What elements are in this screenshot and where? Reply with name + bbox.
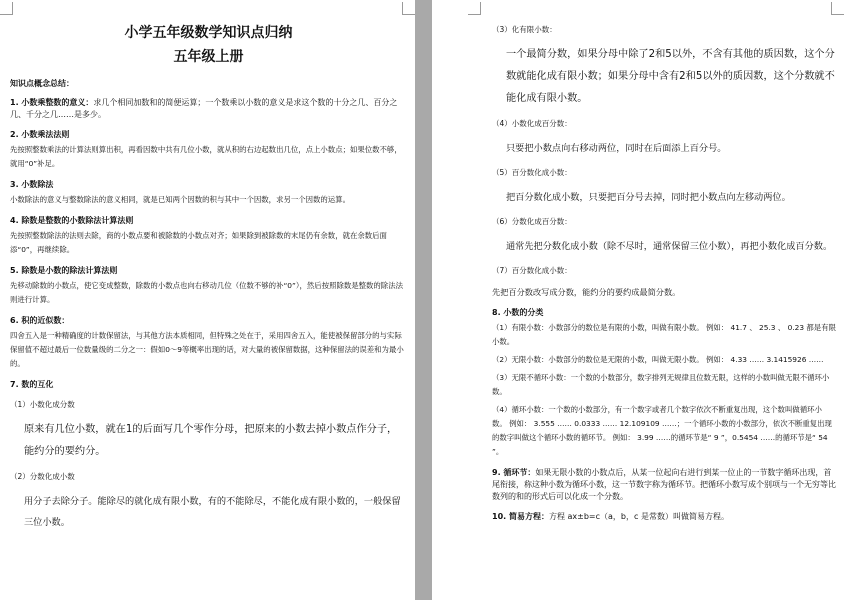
section-text: 求几个相同加数和的简便运算；一个数乘以小数的意义是求这个数的十分之几、百分之几、千分之几……是多少。	[10, 98, 398, 119]
subsection-text: 只要把小数点向右移动两位，同时在后面添上百分号。	[506, 143, 727, 154]
section-8	[492, 307, 836, 459]
subsection-label: （1）小数化成分数	[10, 400, 75, 409]
section-6	[10, 315, 407, 371]
subsection-label: （5）百分数化成小数：	[492, 168, 572, 177]
class-item: （3）无限不循环小数：一个数的小数部分，数字排列无规律且位数无限，这样的小数叫做无限不循环小数。	[492, 373, 830, 396]
subsection-text: 把百分数化成小数，只要把百分号去掉，同时把小数点向左移动两位。	[506, 192, 791, 203]
section-heading: 3. 小数除法	[10, 180, 54, 189]
section-5	[10, 265, 407, 307]
section-4	[10, 215, 407, 257]
section-heading: 10. 简易方程：	[492, 512, 549, 521]
section-heading: 1. 小数乘整数的意义：	[10, 98, 94, 107]
section-text: 小数除法的意义与整数除法的意义相同，就是已知两个因数的积与其中一个因数，求另一个因数的运算。	[10, 195, 350, 204]
section-3	[10, 179, 407, 207]
subsection-label: （3）化有限小数：	[492, 25, 557, 34]
section-heading: 9. 循环节：	[492, 468, 536, 477]
conversion-item-3	[492, 24, 836, 110]
conversion-item-6	[492, 216, 836, 257]
section-1	[10, 97, 407, 121]
section-text: 方程 ax±b=c（a，b，c 是常数）叫做简易方程。	[548, 512, 729, 521]
section-heading: 6. 积的近似数：	[10, 316, 70, 325]
subsection-text: 先把百分数改写成分数，能约分的要约成最简分数。	[492, 287, 681, 297]
section-text: 先按照整数除法的法则去除，商的小数点要和被除数的小数点对齐；如果除到被除数的末尾仍有余数，就在余数后面添“0”，再继续除。	[10, 231, 387, 254]
crop-mark	[402, 2, 415, 15]
subsection-text: 通常先把分数化成小数（除不尽时，通常保留三位小数），再把小数化成百分数。	[506, 241, 833, 252]
section-text: 先按照整数乘法的计算法则算出积，再看因数中共有几位小数，就从积的右边起数出几位，点上小数点；如果位数不够，就用“0”补足。	[10, 145, 402, 168]
conversion-item-5	[492, 167, 836, 208]
section-heading: 4. 除数是整数的小数除法计算法则	[10, 216, 134, 225]
section-heading: 8. 小数的分类	[492, 308, 544, 317]
section-text: 四舍五入是一种精确度的计数保留法，与其他方法本质相同，但特殊之处在于，采用四舍五入，能使被保留部分的与实际保留值不超过最后一位数量级的二分之一：假如0～9等概率出现的话，对大量的被保留数据，这种保留法的误差和为最小的。	[10, 331, 404, 368]
subsection-text: 原来有几位小数，就在1的后面写几个零作分母，把原来的小数去掉小数点作分子，能约分的要约分。	[24, 424, 398, 457]
page-title: 小学五年级数学知识点归纳	[124, 25, 293, 41]
subsection-text: 一个最简分数，如果分母中除了2和5以外，不含有其他的质因数，这个分数就能化成有限小数；如果分母中含有2和5以外的质因数，这个分数就不能化成有限小数。	[506, 49, 835, 104]
section-7	[10, 379, 407, 533]
subsection-text: 用分子去除分子。能除尽的就化成有限小数，有的不能除尽，不能化成有限小数的，一般保留三位小数。	[24, 496, 401, 528]
section-heading: 5. 除数是小数的除法计算法则	[10, 266, 118, 275]
summary-label: 知识点概念总结：	[10, 79, 74, 88]
subsection-label: （2）分数化成小数	[10, 472, 75, 481]
crop-mark	[468, 2, 481, 15]
section-2	[10, 129, 407, 171]
conversion-item-7	[492, 265, 836, 299]
section-text: 先移动除数的小数点，使它变成整数，除数的小数点也向右移动几位（位数不够的补“0”），然后按照除数是整数的除法法则进行计算。	[10, 281, 403, 304]
crop-mark	[831, 2, 844, 15]
document-page-left	[0, 0, 415, 600]
class-item: （1）有限小数：小数部分的数位是有限的小数，叫做有限小数。 例如： 41.7 、 25.3 、 0.23 都是有限小数。	[492, 323, 836, 346]
subsection-label: （7）百分数化成小数：	[492, 266, 572, 275]
class-item: （2）无限小数：小数部分的数位是无限的小数，叫做无限小数。 例如： 4.33 …… 3.1415926 ……	[492, 355, 824, 364]
document-page-right	[432, 0, 844, 600]
section-9	[492, 467, 836, 503]
subsection-label: （6）分数化成百分数：	[492, 217, 572, 226]
conversion-item-4	[492, 118, 836, 159]
subsection-label: （4）小数化成百分数：	[492, 119, 572, 128]
class-item: （4）循环小数：一个数的小数部分，有一个数字或者几个数字依次不断重复出现，这个数叫做循环小数。 例如： 3.555 …… 0.0333 …… 12.109109 ……；一个循环小数的小数部分，依次不断重复出现的数字叫做这个循环小数的循环节。 例如： 3.99 ……的循环节是“ 9 ”，0.5454 ……的循环节是“ 54 ”。	[492, 405, 832, 456]
page-subtitle: 五年级上册	[173, 49, 244, 65]
section-heading: 7. 数的互化	[10, 380, 54, 389]
crop-mark	[0, 2, 13, 15]
section-text: 如果无限小数的小数点后，从某一位起向右进行到某一位止的一节数字循环出现，首尾衔接，称这种小数为循环小数，这一节数字称为循环节。把循环小数写成个别项与一个无穷等比数列的和的形式后可以化成一个分数。	[492, 468, 836, 501]
section-10	[492, 511, 836, 523]
section-heading: 2. 小数乘法法则	[10, 130, 70, 139]
